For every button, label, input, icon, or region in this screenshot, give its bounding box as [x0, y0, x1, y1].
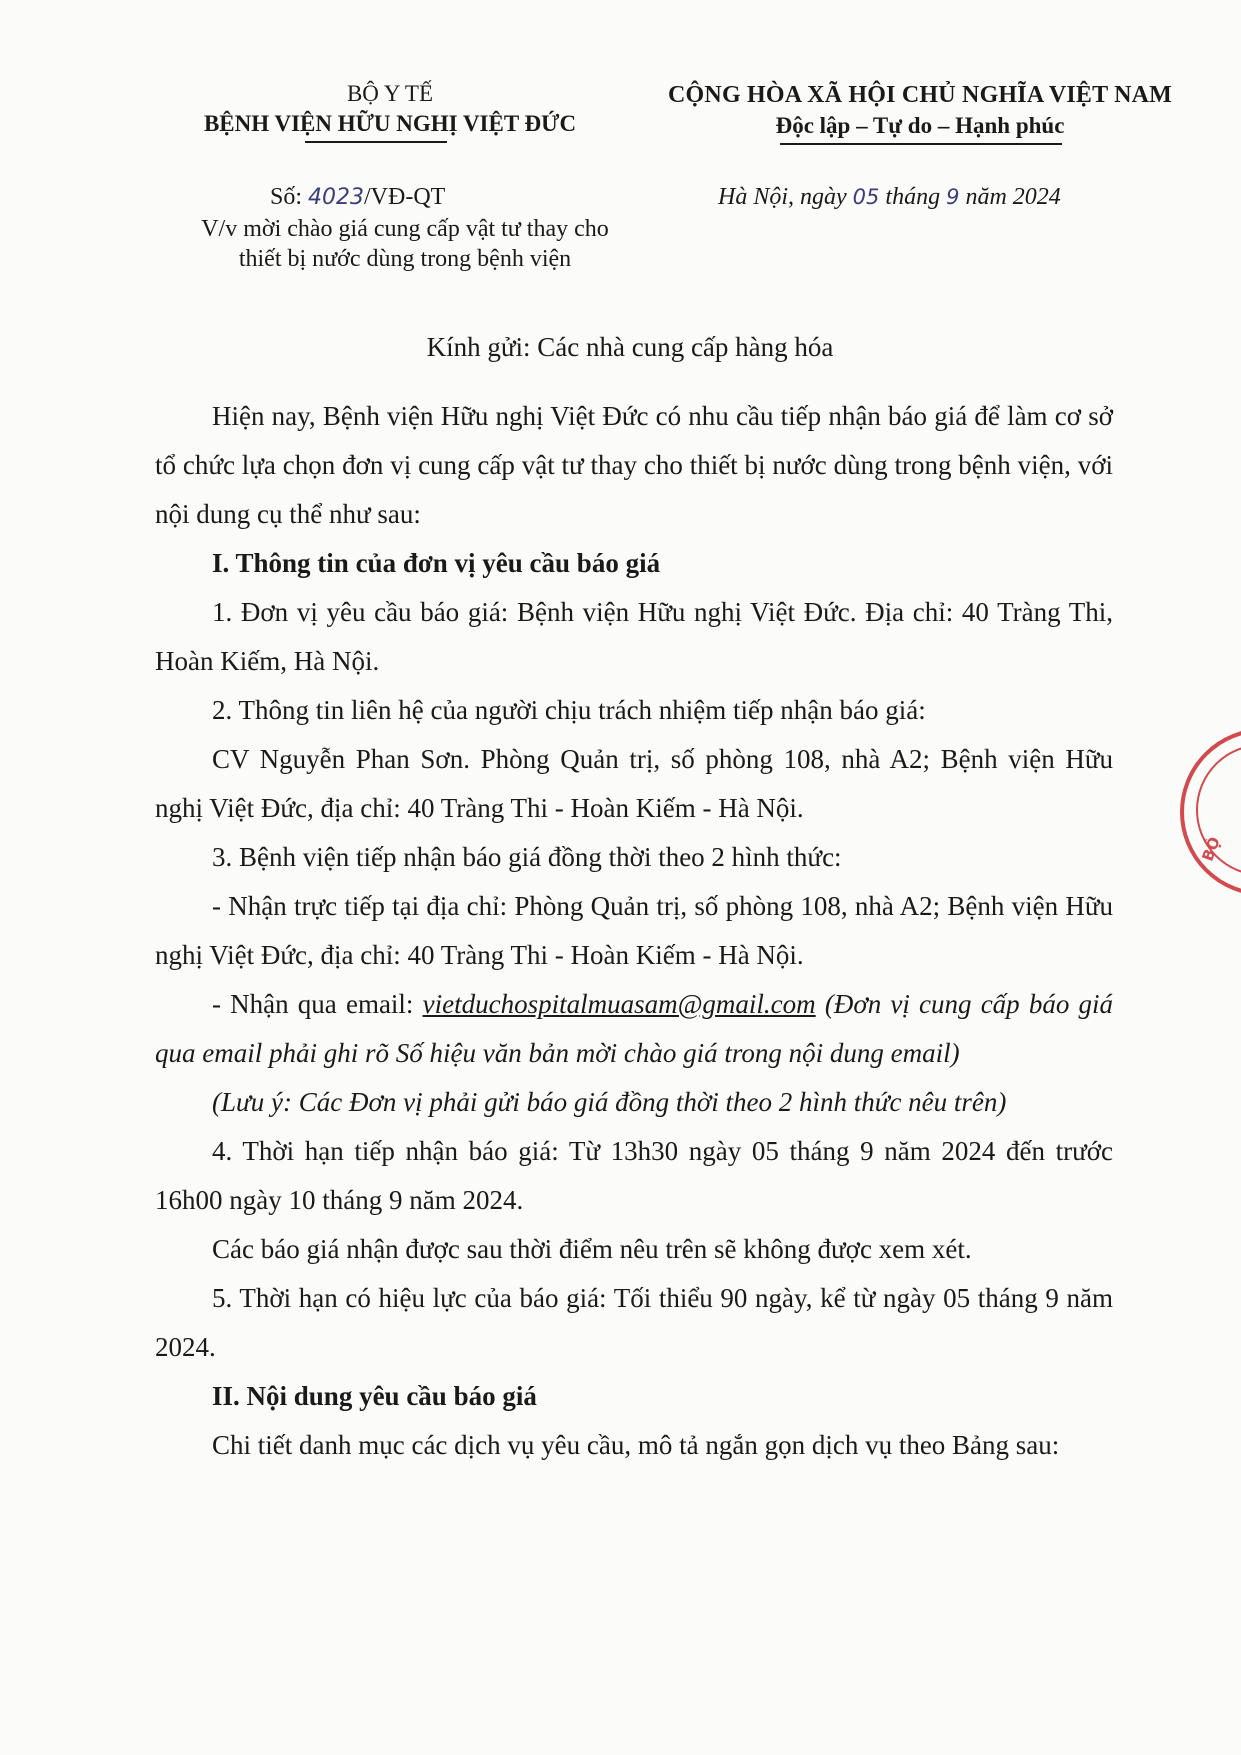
document-number-handwritten: 4023 [308, 185, 365, 210]
issuer-header [175, 80, 605, 140]
hospital-name: BỆNH VIỆN HỮU NGHỊ VIỆT ĐỨC [203, 111, 577, 136]
header-underline-right [780, 143, 1062, 145]
date-text: Hà Nội, ngày [718, 184, 847, 210]
subject-line: thiết bị nước dùng trong bệnh viện [238, 246, 572, 272]
section-1-item-2-detail: CV Nguyễn Phan Sơn. Phòng Quản trị, số phòng 108, nhà A2; Bệnh viện Hữu nghị Việt Đức, địa chỉ: 40 Tràng Thi - Hoàn Kiếm - Hà Nội. [155, 744, 1113, 823]
intro-paragraph: Hiện nay, Bệnh viện Hữu nghị Việt Đức có nhu cầu tiếp nhận báo giá để làm cơ sở tổ chức lựa chọn đơn vị cung cấp vật tư thay cho thiết bị nước dùng trong bệnh viện, với nội dung cụ thể như sau: [155, 401, 1113, 529]
country-name: CỘNG HÒA XÃ HỘI CHỦ NGHĨA VIỆT NAM [668, 82, 1172, 108]
header-underline-left [305, 141, 447, 143]
document-number [270, 182, 445, 213]
email-note: (Đơn vị cung cấp báo giá qua email phải ghi rõ Số hiệu văn bản mời chào giá trong nội dung email) [155, 989, 1114, 1068]
section-1-item-4: 4. Thời hạn tiếp nhận báo giá: Từ 13h30 ngày 05 tháng 9 năm 2024 đến trước 16h00 ngày 10 tháng 9 năm 2024. [155, 1136, 1113, 1215]
section-1-item-3: 3. Bệnh viện tiếp nhận báo giá đồng thời theo 2 hình thức: [212, 842, 842, 872]
document-number-suffix: /VĐ-QT [364, 184, 446, 210]
greeting: Kính gửi: Các nhà cung cấp hàng hóa [426, 332, 834, 362]
section-2-text: Chi tiết danh mục các dịch vụ yêu cầu, mô tả ngắn gọn dịch vụ theo Bảng sau: [212, 1430, 1060, 1460]
section-1-item-4-note: Các báo giá nhận được sau thời điểm nêu trên sẽ không được xem xét. [212, 1234, 972, 1264]
document-date [718, 182, 1061, 212]
national-motto: Độc lập – Tự do – Hạnh phúc [775, 113, 1065, 138]
national-header [640, 80, 1200, 142]
section-1-note: (Lưu ý: Các Đơn vị phải gửi báo giá đồng thời theo 2 hình thức nêu trên) [212, 1087, 1007, 1117]
section-1-heading: I. Thông tin của đơn vị yêu cầu báo giá [212, 548, 661, 578]
subject-line: V/v mời chào giá cung cấp vật tư thay cho [201, 216, 609, 242]
section-2-heading: II. Nội dung yêu cầu báo giá [212, 1381, 537, 1411]
section-1-item-5: 5. Thời hạn có hiệu lực của báo giá: Tối thiểu 90 ngày, kể từ ngày 05 tháng 9 năm 2024. [155, 1283, 1113, 1362]
date-text: tháng [885, 184, 941, 210]
document-subject [160, 214, 650, 274]
document-body [155, 392, 1113, 1470]
date-text: năm 2024 [965, 184, 1061, 210]
email-link[interactable]: vietduchospitalmuasam@gmail.com [422, 989, 816, 1019]
section-1-item-3-email [155, 980, 1113, 1078]
date-day-handwritten: 05 [852, 185, 880, 209]
ministry-name: BỘ Y TẾ [346, 81, 434, 106]
date-month-handwritten: 9 [946, 185, 960, 209]
section-1-item-3-direct: - Nhận trực tiếp tại địa chỉ: Phòng Quản trị, số phòng 108, nhà A2; Bệnh viện Hữu nghị Việt Đức, địa chỉ: 40 Tràng Thi - Hoàn Kiếm - Hà Nội. [155, 891, 1113, 970]
section-1-item-2: 2. Thông tin liên hệ của người chịu trách nhiệm tiếp nhận báo giá: [212, 695, 926, 725]
seal-lettering: BỘ [1198, 834, 1224, 864]
email-label: - Nhận qua email: [212, 989, 414, 1019]
document-number-prefix: Số: [270, 184, 303, 210]
section-1-item-1: 1. Đơn vị yêu cầu báo giá: Bệnh viện Hữu nghị Việt Đức. Địa chỉ: 40 Tràng Thi, Hoàn Kiếm, Hà Nội. [155, 597, 1113, 676]
